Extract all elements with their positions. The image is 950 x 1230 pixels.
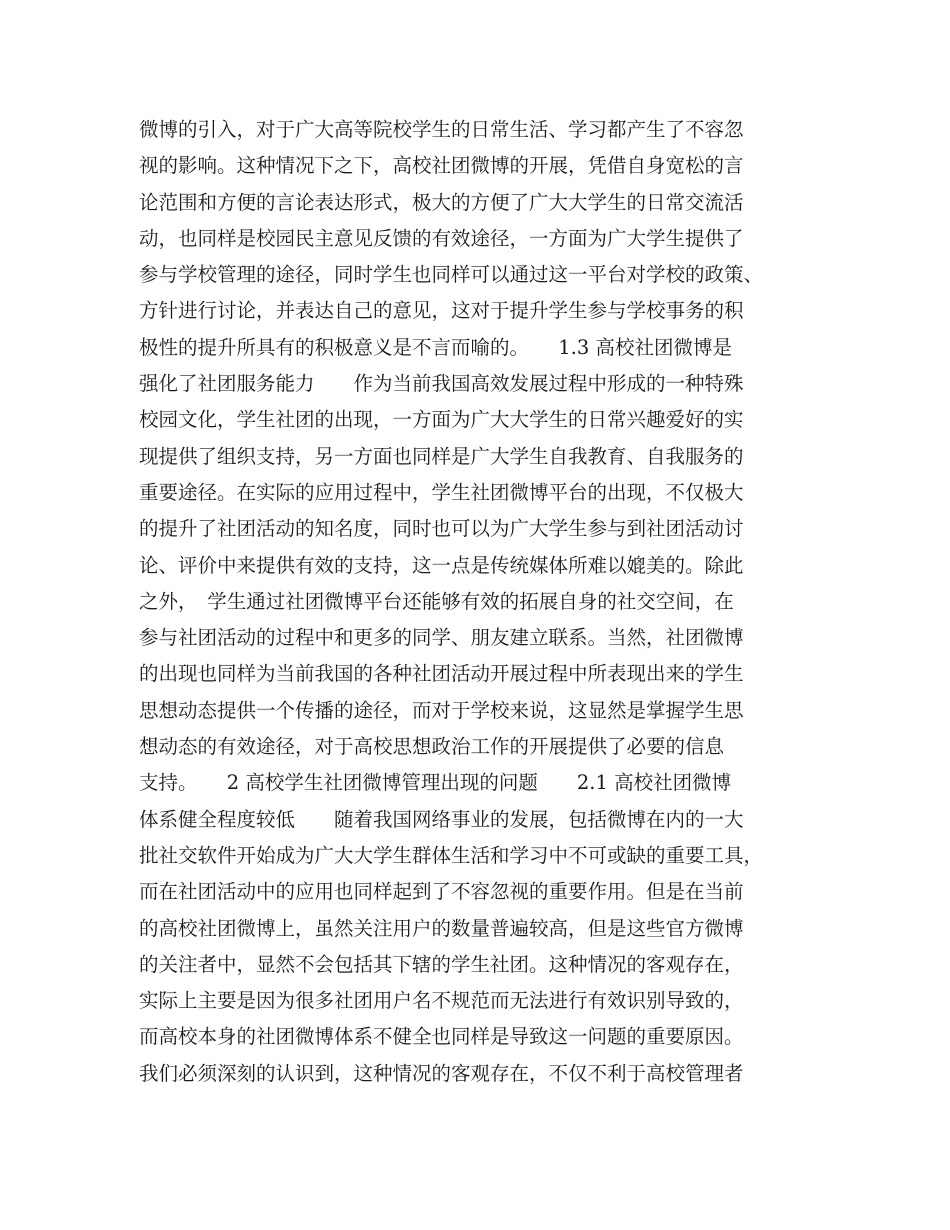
text-line: 实际上主要是因为很多社团用户名不规范而无法进行有效识别导致的，: [139, 989, 744, 1013]
text-line: 体系健全程度较低 随着我国网络事业的发展，包括微博在内的一大: [139, 807, 744, 831]
text-line: 校园文化，学生社团的出现，一方面为广大大学生的日常兴趣爱好的实: [139, 408, 744, 432]
text-line: 批社交软件开始成为广大大学生群体生活和学习中不可或缺的重要工具，: [139, 843, 764, 867]
text-line: 的关注者中，显然不会包括其下辖的学生社团。这种情况的客观存在，: [139, 952, 744, 976]
text-line: 动，也同样是校园民主意见反馈的有效途径，一方面为广大学生提供了: [139, 226, 744, 250]
text-line: 的出现也同样为当前我国的各种社团活动开展过程中所表现出来的学生: [139, 662, 744, 686]
text-line: 而高校本身的社团微博体系不健全也同样是导致这一问题的重要原因。: [139, 1025, 744, 1049]
text-line: 现提供了组织支持，另一方面也同样是广大学生自我教育、自我服务的: [139, 444, 744, 468]
body-text: [139, 112, 829, 1092]
text-line: 的高校社团微博上，虽然关注用户的数量普遍较高，但是这些官方微博: [139, 916, 744, 940]
text-line: 极性的提升所具有的积极意义是不言而喻的。 1.3 高校社团微博是: [139, 335, 732, 359]
text-line: 支持。 2 高校学生社团微博管理出现的问题 2.1 高校社团微博: [139, 771, 732, 795]
text-line: 论、评价中来提供有效的支持，这一点是传统媒体所难以媲美的。除此: [139, 553, 744, 577]
text-line: 方针进行讨论，并表达自己的意见，这对于提升学生参与学校事务的积: [139, 299, 744, 323]
text-line: 思想动态提供一个传播的途径，而对于学校来说，这显然是掌握学生思: [139, 698, 744, 722]
text-line: 微博的引入，对于广大高等院校学生的日常生活、学习都产生了不容忽: [139, 118, 744, 141]
text-line: 强化了社团服务能力 作为当前我国高效发展过程中形成的一种特殊: [139, 372, 744, 396]
text-line: 之外， 学生通过社团微博平台还能够有效的拓展自身的社交空间，在: [139, 589, 734, 613]
text-line: 而在社团活动中的应用也同样起到了不容忽视的重要作用。但是在当前: [139, 880, 744, 904]
text-line: 想动态的有效途径，对于高校思想政治工作的开展提供了必要的信息: [139, 735, 725, 759]
text-line: 我们必须深刻的认识到，这种情况的客观存在，不仅不利于高校管理者: [139, 1061, 744, 1085]
text-line: 的提升了社团活动的知名度，同时也可以为广大学生参与到社团活动讨: [139, 517, 744, 541]
text-line: 视的影响。这种情况下之下，高校社团微博的开展，凭借自身宽松的言: [139, 154, 744, 178]
text-line: 参与学校管理的途径，同时学生也同样可以通过这一平台对学校的政策、: [139, 263, 764, 287]
text-line: 参与社团活动的过程中和更多的同学、朋友建立联系。当然，社团微博: [139, 626, 744, 650]
text-line: 重要途径。在实际的应用过程中，学生社团微博平台的出现，不仅极大: [139, 480, 744, 504]
text-line: 论范围和方便的言论表达形式，极大的方便了广大大学生的日常交流活: [139, 190, 744, 214]
